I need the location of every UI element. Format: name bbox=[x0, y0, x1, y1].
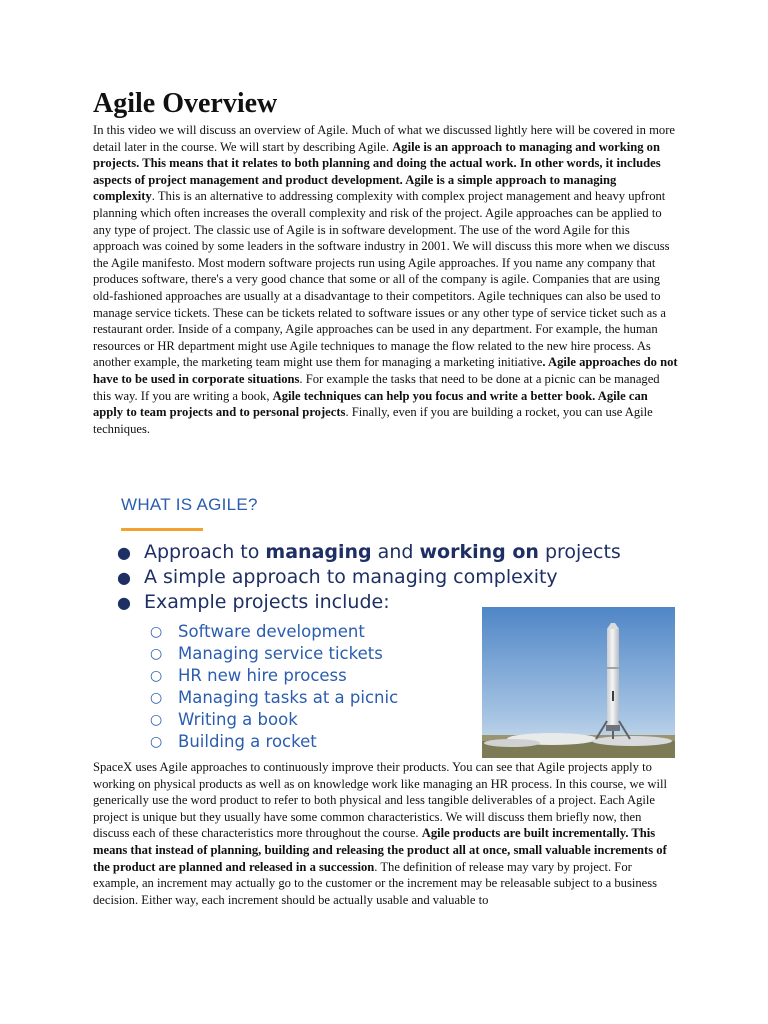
slide-bullet-list bbox=[116, 540, 621, 615]
slide-sub-item: ○ Writing a book bbox=[150, 710, 298, 729]
intro-text-1: In this video we will discuss an overview of Agile. Much of what we discussed lightly here will be covered in more detail later in the course. We will start by describing Agile. bbox=[93, 123, 675, 154]
slide-sub-item: ○ Managing service tickets bbox=[150, 644, 383, 663]
intro-paragraph bbox=[93, 122, 678, 437]
slide-bullet-3: ● Example projects include: bbox=[117, 591, 390, 613]
what-is-agile-slide bbox=[100, 485, 678, 760]
intro-bold-2: . Agile approaches do not have to be used in corporate situations bbox=[93, 355, 678, 386]
bullet-ring-icon: ○ bbox=[150, 624, 163, 640]
slide-sub-item: ○ Managing tasks at a picnic bbox=[150, 688, 399, 707]
slide-heading: WHAT IS AGILE? bbox=[121, 495, 258, 514]
page-title: Agile Overview bbox=[93, 88, 278, 119]
spacex-text-2: . The definition of release may vary by project. For example, an increment may actually go to the customer or the increment may be releasable subject to a business decision. Either way, each increment should be actually usable and valuable to bbox=[93, 859, 658, 907]
slide-heading-underline bbox=[121, 528, 203, 531]
slide-sub-list bbox=[116, 621, 398, 753]
spacex-text-1: SpaceX uses Agile approaches to continuously improve their products. You can see that Agile projects apply to working on physical products as well as on knowledge work like managing an HR process. In this course, we will generically use the word product to refer to both physical and less tangible deliverables of a project. Each Agile project is unique but they usually have some common characteristics. We will discuss them briefly now, then discuss each of these characteristics more throughout the course. bbox=[93, 760, 667, 841]
slide-bullet-2: ● A simple approach to managing complexity bbox=[117, 566, 558, 588]
bullet-ring-icon: ○ bbox=[150, 712, 163, 728]
intro-bold-1: Agile is an approach to managing and working on projects. This means that it relates to both planning and doing the actual work. In other words, it includes aspects of project management and product development. Agile is a simple approach to managing complexity bbox=[93, 139, 661, 204]
slide-sub-item: ○ Building a rocket bbox=[150, 732, 317, 751]
bullet-dot-icon: ● bbox=[117, 543, 131, 562]
spacex-paragraph bbox=[93, 759, 678, 908]
bullet-ring-icon: ○ bbox=[150, 690, 163, 706]
bullet-dot-icon: ● bbox=[117, 568, 131, 587]
bullet-dot-icon: ● bbox=[117, 593, 131, 612]
intro-bold-3: Agile techniques can help you focus and write a better book. Agile can apply to team projects and to personal projects bbox=[93, 388, 648, 420]
slide-sub-item: ○ HR new hire process bbox=[150, 666, 347, 685]
bullet-ring-icon: ○ bbox=[150, 646, 163, 662]
bullet-ring-icon: ○ bbox=[150, 734, 163, 750]
intro-text-2: . This is an alternative to addressing complexity with complex project management and heavy upfront planning which often increases the overall complexity and risk of the project. Agile approaches can be applied to any type of project. The classic use of Agile is in software development. The use of the word Agile for this approach was coined by some leaders in the software industry in 2001. We will discuss this more when we discuss the Agile manifesto. Most modern software projects run using Agile approaches. If you name any company that produces software, there's a very good chance that some or all of the company is agile. Companies that are using old-fashioned approaches are usually at a disadvantage to their competitors. Agile techniques can also be used to manage service tickets. These can be tickets related to software issues or any other type of service ticket such as a restaurant order. Inside of a company, Agile approaches can be used in any department. For example, the human resources or HR department might use Agile techniques to manage the flow related to the new hire process. As another example, the marketing team might use them for managing a marketing initiative bbox=[93, 189, 670, 370]
slide-sub-item: ○ Software development bbox=[150, 622, 365, 641]
intro-text-4: . Finally, even if you are building a rocket, you can use Agile techniques. bbox=[93, 405, 653, 436]
intro-text-3: . For example the tasks that need to be done at a picnic can be managed this way. If you are writing a book, bbox=[93, 371, 660, 403]
slide-bullet-1: ● Approach to managing and working on projects bbox=[117, 541, 621, 563]
rocket-photo bbox=[482, 607, 675, 758]
bullet-ring-icon: ○ bbox=[150, 668, 163, 684]
spacex-bold-1: Agile products are built incrementally. This means that instead of planning, building and releasing the product all at once, small valuable increments of the product are planned and released in a succession bbox=[93, 826, 667, 874]
